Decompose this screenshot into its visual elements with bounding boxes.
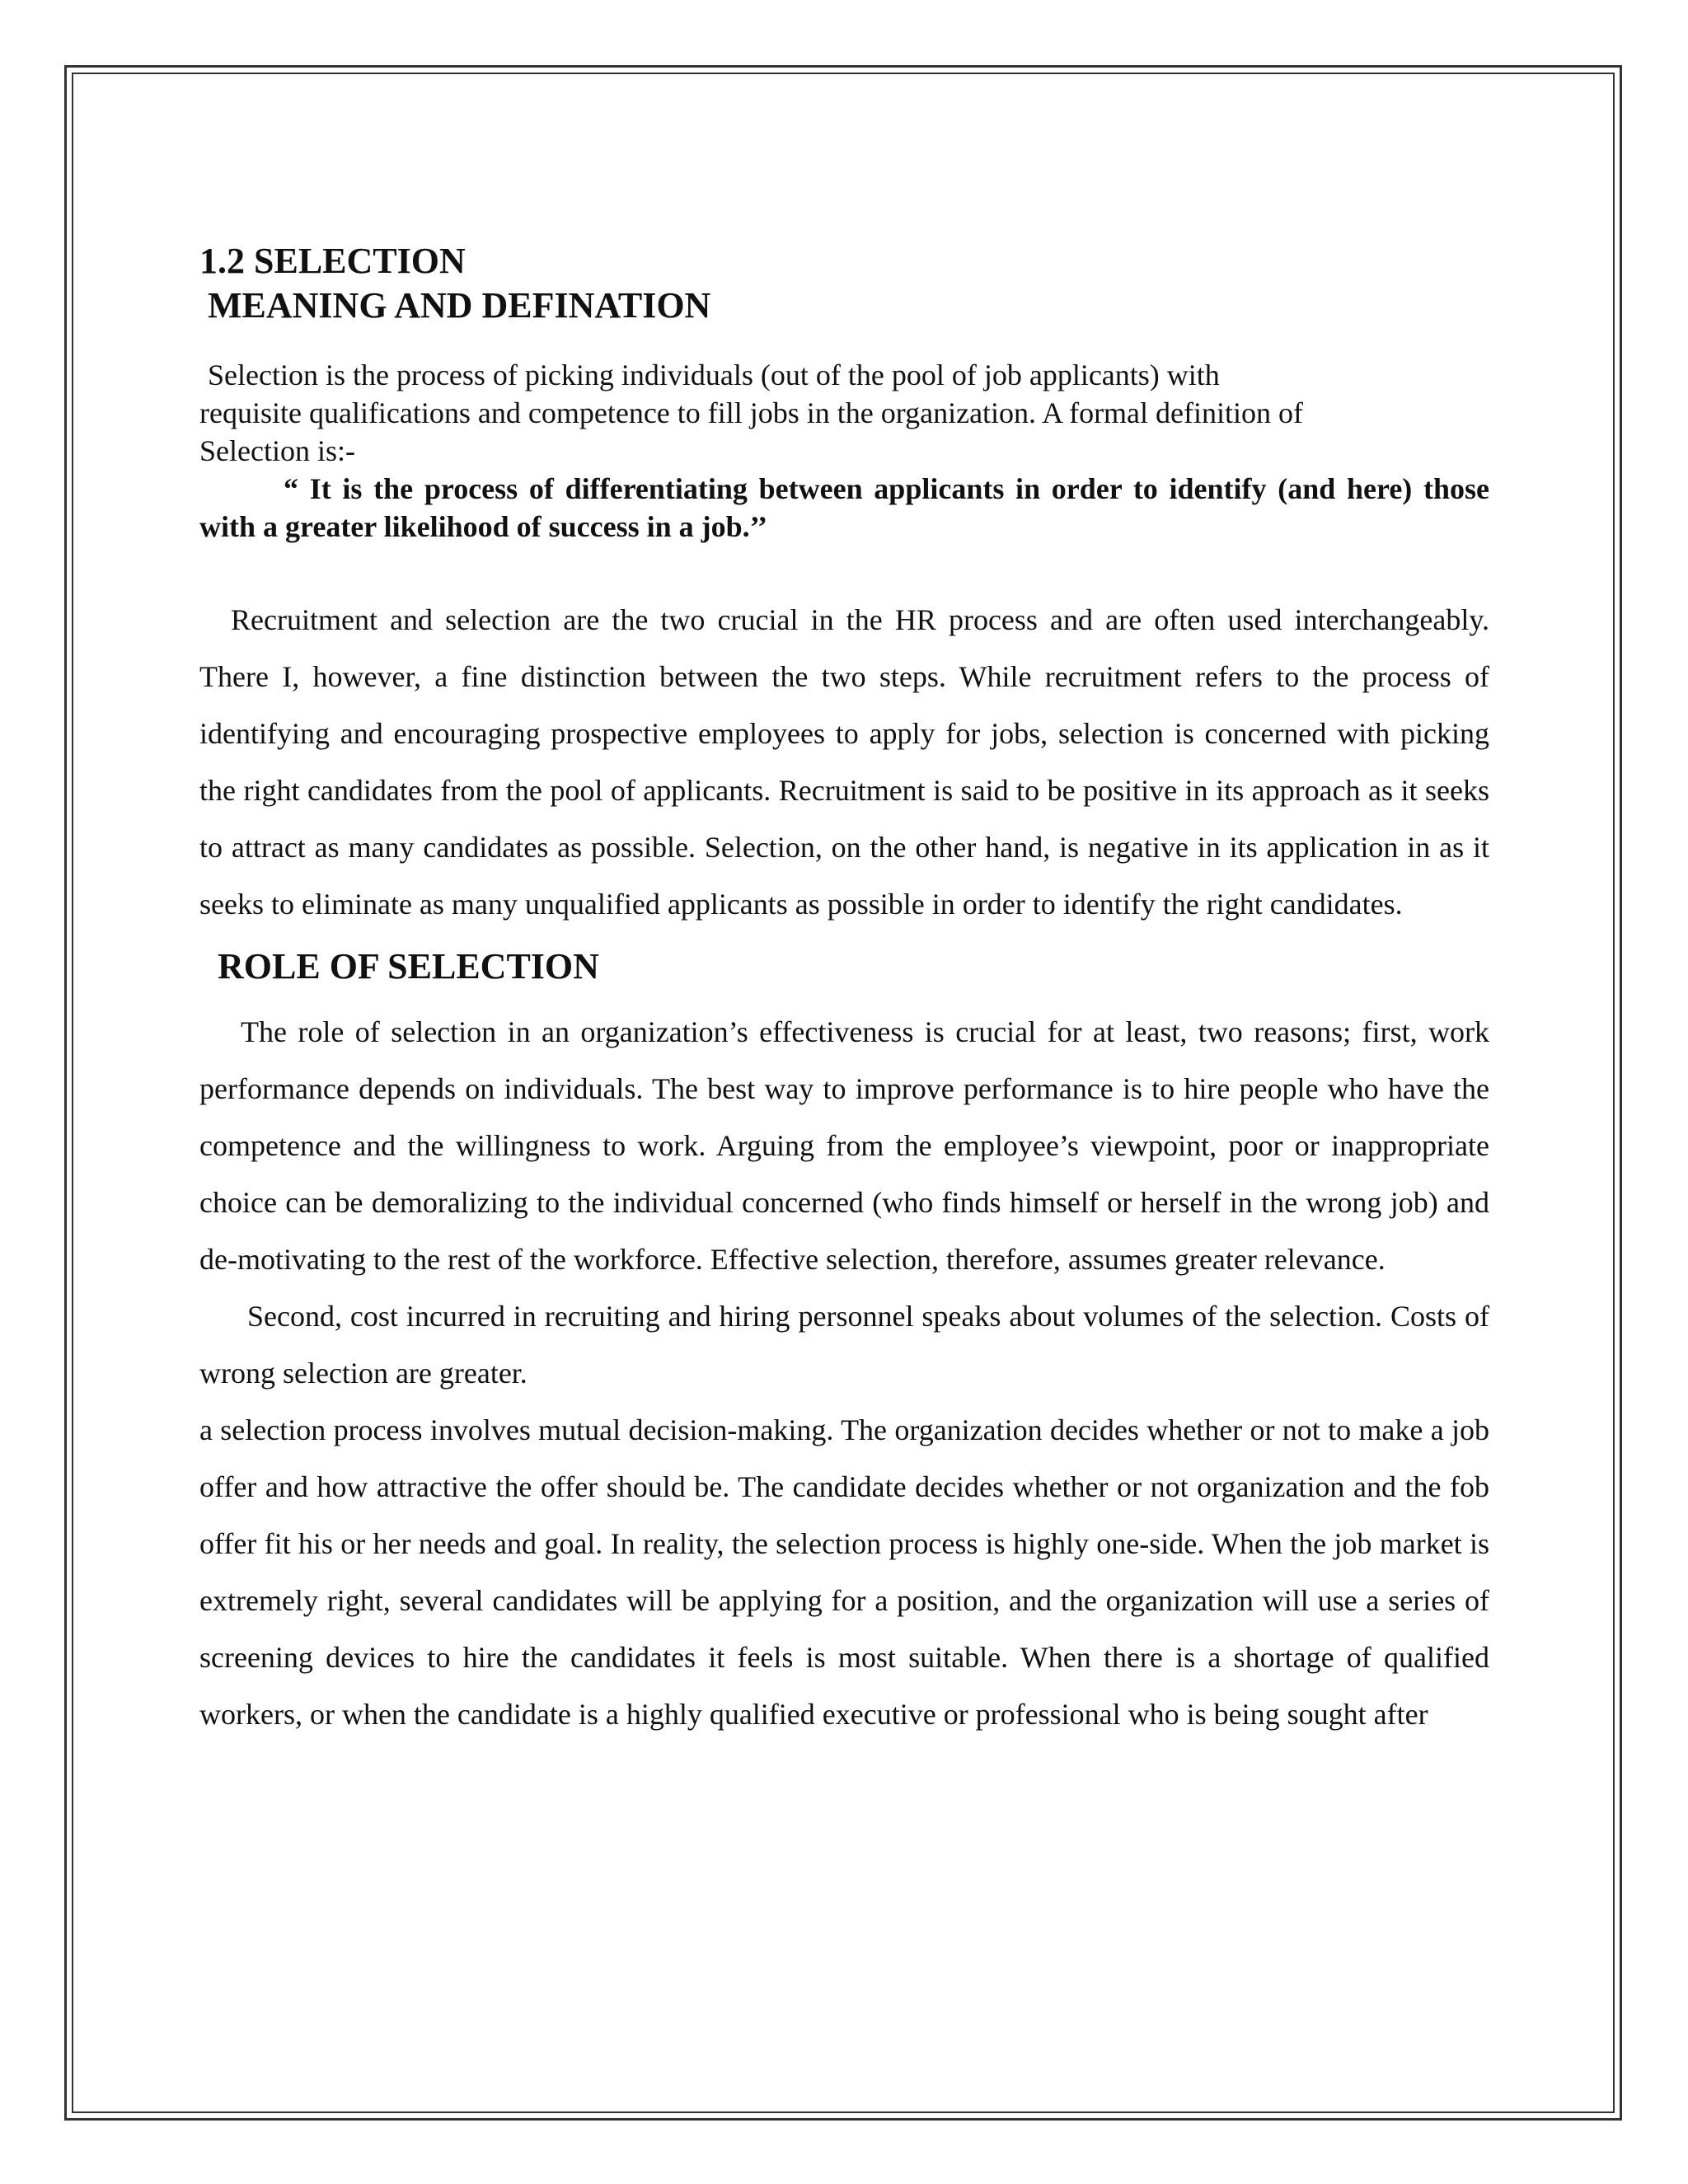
intro-line: Selection is:- [199, 434, 355, 467]
role-paragraph: The role of selection in an organization’s effectiveness is crucial for at least, two reasons; first, work performance depends on individuals. The best way to improve performance is to hire people who have the competence and the willingness to work. Arguing from the employee’s viewpoint, poor or inappropriate choice can be demoralizing to the individual concerned (who finds himself or herself in the wrong job) and de-motivating to the rest of the workforce. Effective selection, therefore, assumes greater relevance. [199, 1015, 1489, 1276]
section-title: 1.2 SELECTION [199, 241, 466, 281]
role-heading: ROLE OF SELECTION [218, 946, 599, 987]
intro-line: requisite qualifications and competence to fill jobs in the organization. A formal definition of [199, 396, 1303, 429]
recruitment-vs-selection-paragraph: Recruitment and selection are the two crucial in the HR process and are often used interchangeably. There I, however, a fine distinction between the two steps. While recruitment refers to the process of identifying and encouraging prospective employees to apply for jobs, selection is concerned with picking the right candidates from the pool of applicants. Recruitment is said to be positive in its approach as it seeks to attract as many candidates as possible. Selection, on the other hand, is negative in its application in as it seeks to eliminate as many unqualified applicants as possible in order to identify the right candidates. [199, 603, 1489, 921]
definition-quote: “ It is the process of differentiating between applicants in order to identify (and here) those with a greater likelihood of success in a job.’’ [199, 472, 1489, 543]
cost-paragraph: Second, cost incurred in recruiting and hiring personnel speaks about volumes of the selection. Costs of wrong selection are greater. [199, 1300, 1489, 1390]
document-body [199, 239, 1489, 1743]
intro-line: Selection is the process of picking individuals (out of the pool of job applicants) with [208, 359, 1220, 391]
process-paragraph: a selection process involves mutual decision-making. The organization decides whether or not to make a job offer and how attractive the offer should be. The candidate decides whether or not organization and the fob offer fit his or her needs and goal. In reality, the selection process is highly one-side. When the job market is extremely right, several candidates will be applying for a position, and the organization will use a series of screening devices to hire the candidates it feels is most suitable. When there is a shortage of qualified workers, or when the candidate is a highly qualified executive or professional who is being sought after [199, 1413, 1489, 1731]
section-subtitle: MEANING AND DEFINATION [208, 285, 711, 326]
intro-paragraph [199, 356, 1489, 470]
